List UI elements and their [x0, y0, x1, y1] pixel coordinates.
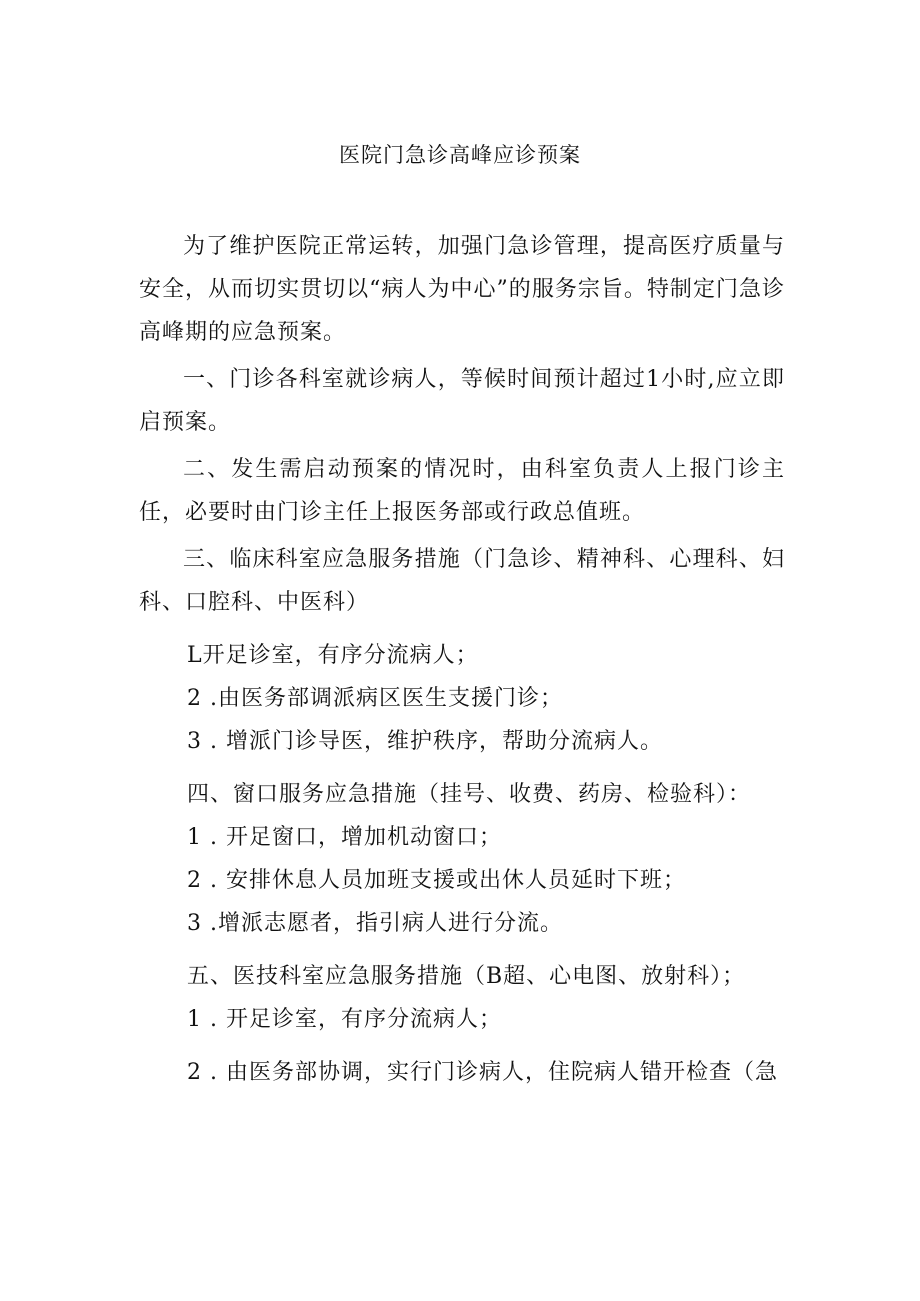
section-1-paragraph: 一、门诊各科室就诊病人，等候时间预计超过1小时,应立即启预案。: [139, 367, 785, 435]
section-4-item-2: 2 . 安排休息人员加班支援或出休人员延时下班；: [187, 868, 686, 893]
section-3-item-2: 2 .由医务部调派病区医生支援门诊；: [187, 686, 563, 711]
section-5-item-2: 2 . 由医务部协调，实行门诊病人，住院病人错开检查（急: [187, 1060, 778, 1085]
section-2-paragraph: 二、发生需启动预案的情况时，由科室负责人上报门诊主任，必要时由门诊主任上报医务部或行政总值班。: [139, 457, 785, 525]
section-4-heading: 四、窗口服务应急措施（挂号、收费、药房、检验科）：: [187, 782, 752, 807]
section-4-item-3: 3 .增派志愿者，指引病人进行分流。: [187, 911, 563, 936]
document-body: [139, 225, 785, 1094]
section-3-item-1: L开足诊室，有序分流病人；: [187, 643, 479, 668]
section-3-heading: 三、临床科室应急服务措施（门急诊、精神科、心理科、妇科、口腔科、中医科）: [139, 547, 785, 615]
section-5-item-1: 1 . 开足诊室，有序分流病人；: [187, 1007, 502, 1032]
document-title: 医院门急诊高峰应诊预案: [339, 143, 581, 167]
intro-paragraph: 为了维护医院正常运转，加强门急诊管理，提高医疗质量与安全，从而切实贯切以“病人为中心”的服务宗旨。特制定门急诊高峰期的应急预案。: [139, 234, 785, 345]
section-4-item-1: 1 . 开足窗口，增加机动窗口；: [187, 825, 502, 850]
section-5-heading: 五、医技科室应急服务措施（B超、心电图、放射科）；: [187, 964, 746, 989]
section-3-item-3: 3 . 增派门诊导医，维护秩序，帮助分流病人。: [187, 729, 663, 754]
